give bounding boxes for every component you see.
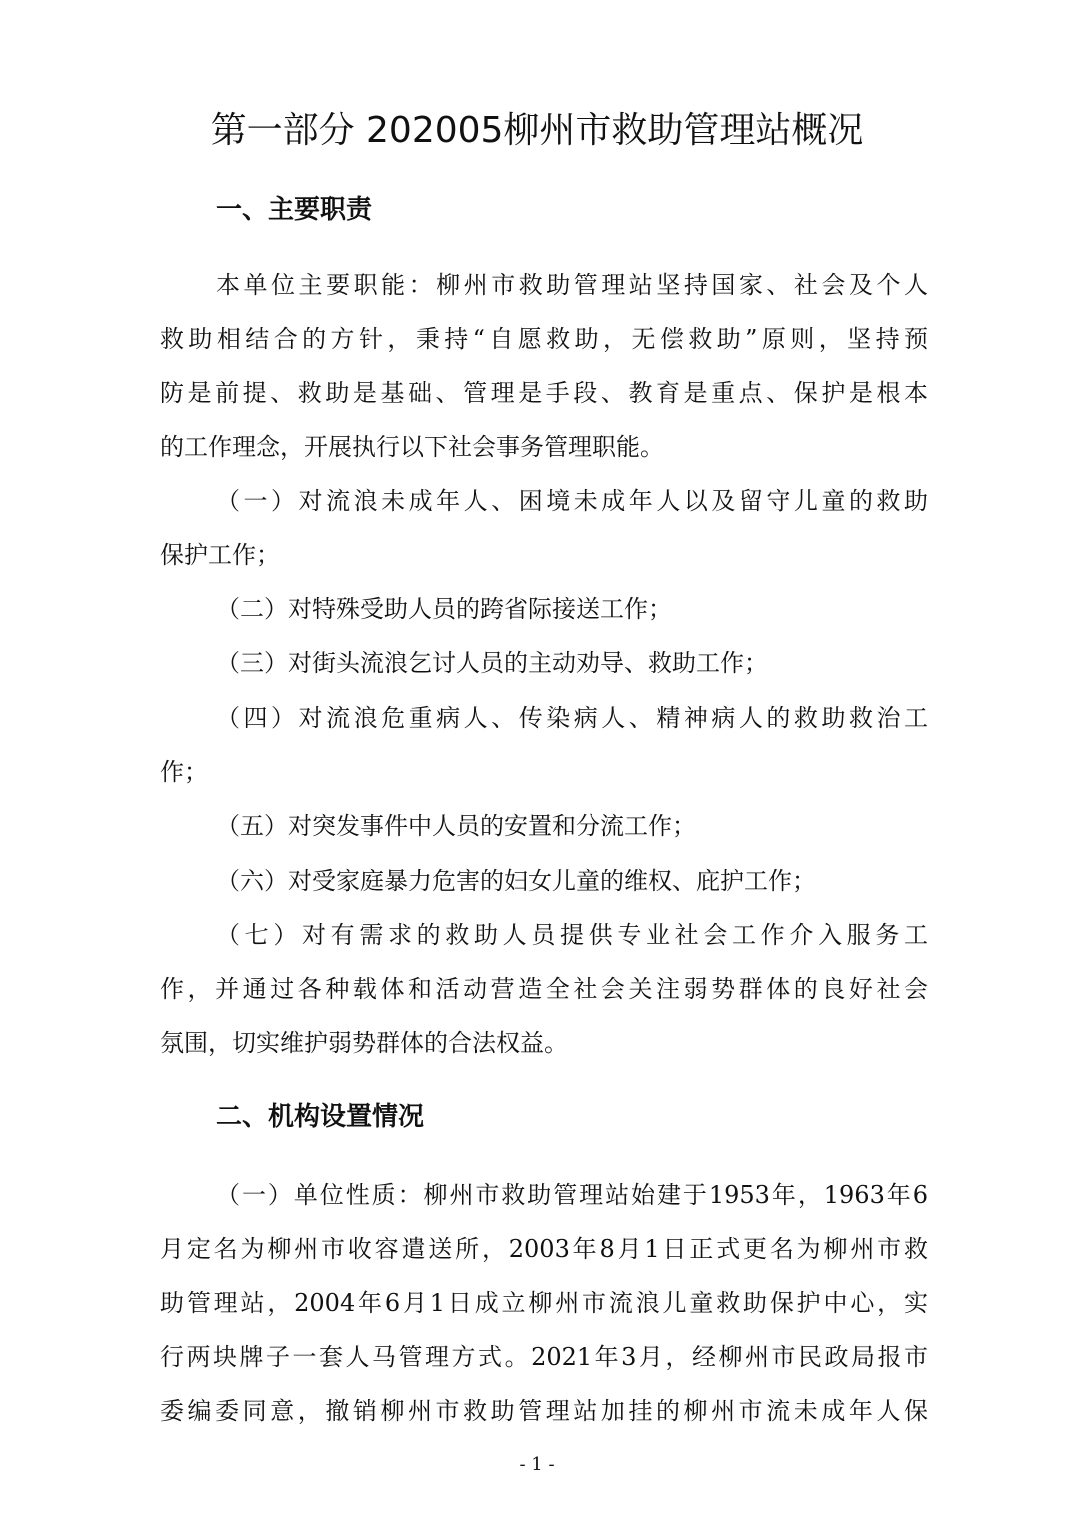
- paragraph-line: 的工作理念，开展执行以下社会事务管理职能。: [160, 433, 664, 461]
- section-heading-organization: 二、机构设置情况: [216, 1102, 425, 1132]
- list-item-line: 作，并通过各种载体和活动营造全社会关注弱势群体的良好社会: [160, 975, 928, 1003]
- list-item-line: （五）对突发事件中人员的安置和分流工作；: [216, 812, 696, 840]
- paragraph-line: 本单位主要职能：柳州市救助管理站坚持国家、社会及个人: [216, 271, 928, 299]
- paragraph-line: （一）单位性质：柳州市救助管理站始建于1953年，1963年6: [216, 1181, 928, 1209]
- list-item-line: 作；: [160, 758, 208, 786]
- list-item-line: （三）对街头流浪乞讨人员的主动劝导、救助工作；: [216, 649, 768, 677]
- list-item-line: （一）对流浪未成年人、困境未成年人以及留守儿童的救助: [216, 487, 928, 515]
- list-item-line: （七）对有需求的救助人员提供专业社会工作介入服务工: [216, 921, 928, 949]
- paragraph-line: 月定名为柳州市收容遣送所，2003年8月1日正式更名为柳州市救: [160, 1235, 928, 1263]
- list-item-line: （二）对特殊受助人员的跨省际接送工作；: [216, 595, 672, 623]
- list-item-line: （六）对受家庭暴力危害的妇女儿童的维权、庇护工作；: [216, 867, 816, 895]
- page-title: 第一部分 202005柳州市救助管理站概况: [210, 110, 864, 151]
- list-item-line: 氛围，切实维护弱势群体的合法权益。: [160, 1029, 568, 1057]
- section-heading-duties: 一、主要职责: [216, 195, 373, 225]
- paragraph-line: 救助相结合的方针，秉持“自愿救助，无偿救助”原则，坚持预: [160, 325, 928, 353]
- paragraph-line: 防是前提、救助是基础、管理是手段、教育是重点、保护是根本: [160, 379, 928, 407]
- list-item-line: （四）对流浪危重病人、传染病人、精神病人的救助救治工: [216, 704, 928, 732]
- page-number: - 1 -: [519, 1454, 555, 1475]
- list-item-line: 保护工作；: [160, 541, 280, 569]
- paragraph-line: 行两块牌子一套人马管理方式。2021年3月，经柳州市民政局报市: [160, 1343, 928, 1371]
- paragraph-line: 委编委同意，撤销柳州市救助管理站加挂的柳州市流未成年人保: [160, 1397, 928, 1425]
- paragraph-line: 助管理站，2004年6月1日成立柳州市流浪儿童救助保护中心，实: [160, 1289, 928, 1317]
